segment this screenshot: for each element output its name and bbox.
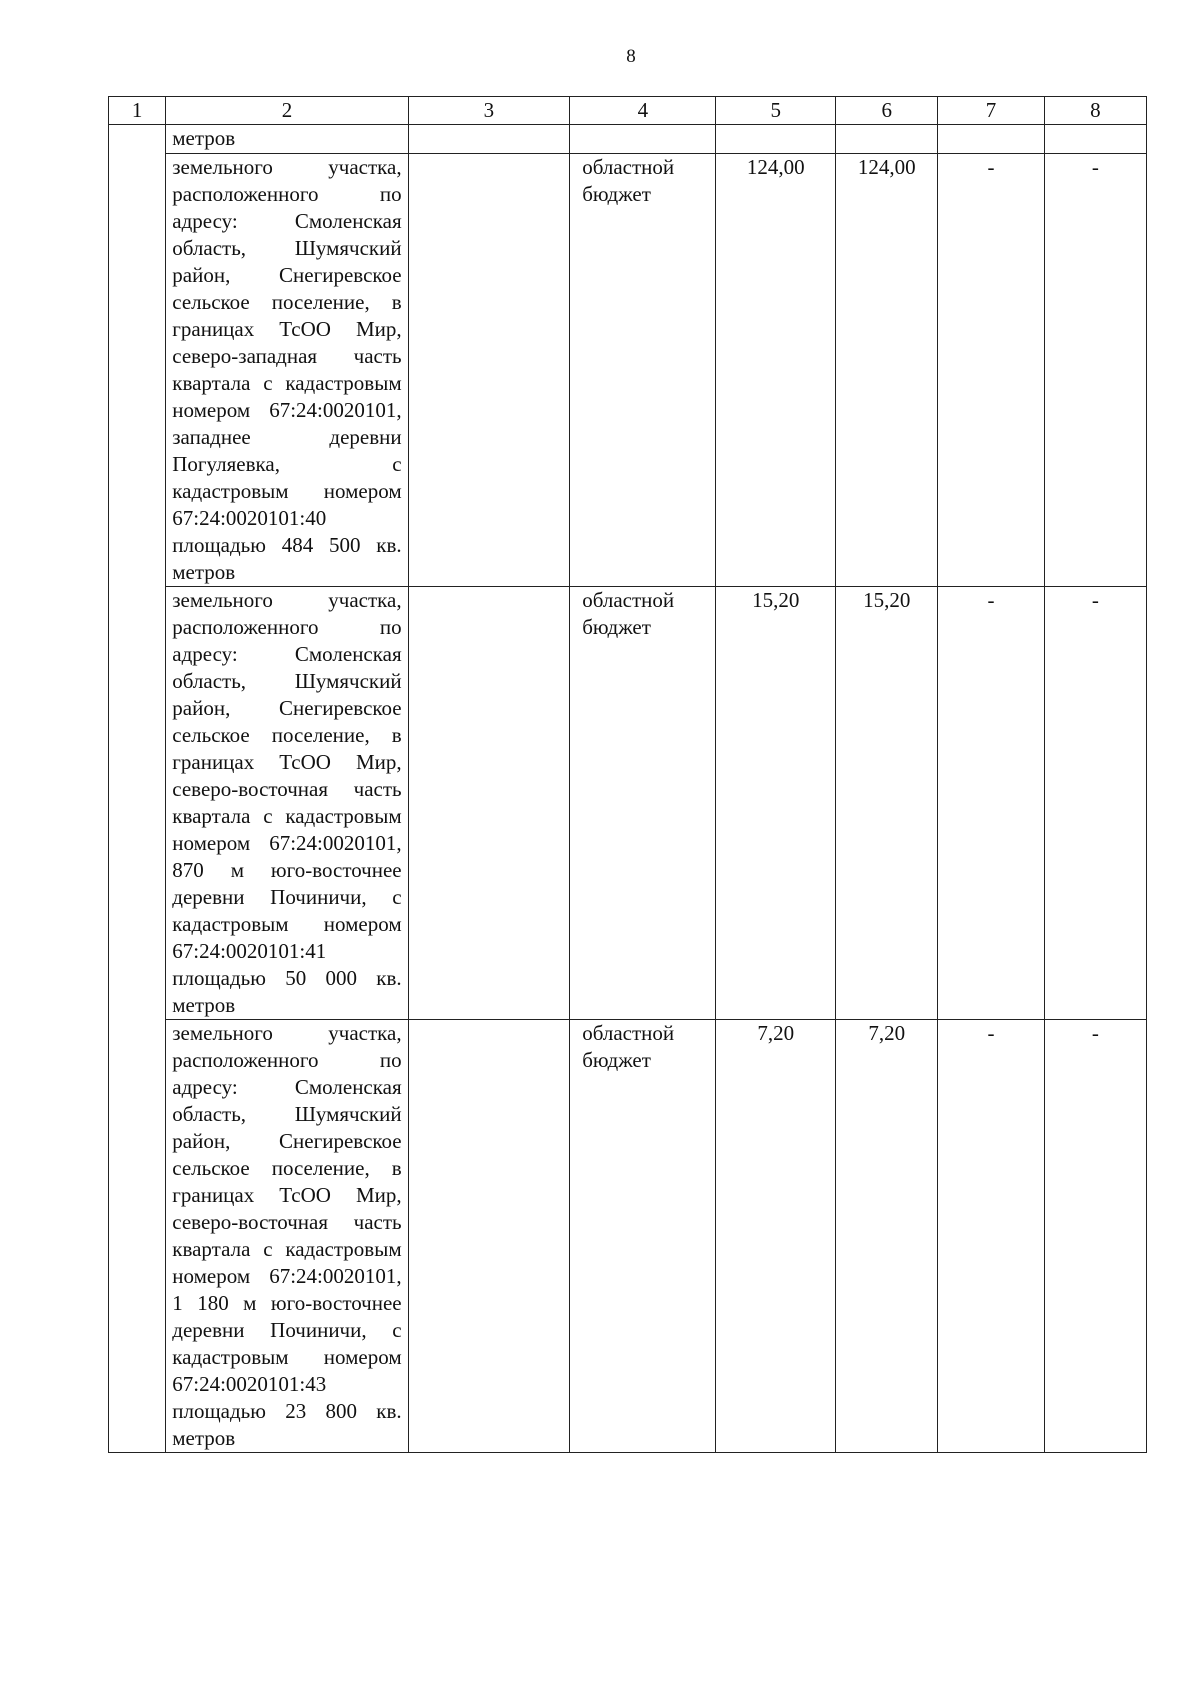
amount-col6-cell: 15,20 bbox=[836, 587, 938, 1020]
header-cell-5: 5 bbox=[716, 97, 836, 125]
header-cell-3: 3 bbox=[408, 97, 570, 125]
amount-col5-cell: 7,20 bbox=[716, 1020, 836, 1453]
funding-source-cell: областной бюджет bbox=[570, 587, 716, 1020]
amount-col6-cell: 124,00 bbox=[836, 154, 938, 587]
amount-col7-cell: - bbox=[938, 154, 1044, 587]
column-3-cell bbox=[408, 1020, 570, 1453]
header-row bbox=[109, 97, 1147, 125]
description-cell: земельного участка, расположенного по адресу: Смоленская область, Шумячский район, Снегиревское сельское поселение, в границах ТсОО Мир, северо-западная часть квартала с кадастровым номером 67:24:0020101, западнее деревни Погуляевка, с кадастровым номером 67:24:0020101:40 площадью 484 500 кв. метров bbox=[166, 154, 408, 587]
empty-cell bbox=[1044, 125, 1146, 154]
amount-col5-cell: 124,00 bbox=[716, 154, 836, 587]
header-cell-1: 1 bbox=[109, 97, 166, 125]
merged-number-cell bbox=[109, 125, 166, 1453]
empty-cell bbox=[408, 125, 570, 154]
header-cell-6: 6 bbox=[836, 97, 938, 125]
description-cell: земельного участка, расположенного по адресу: Смоленская область, Шумячский район, Снегиревское сельское поселение, в границах ТсОО Мир, северо-восточная часть квартала с кадастровым номером 67:24:0020101, 870 м юго-восточнее деревни Починичи, с кадастровым номером 67:24:0020101:41 площадью 50 000 кв. метров bbox=[166, 587, 408, 1020]
amount-col8-cell: - bbox=[1044, 154, 1146, 587]
empty-cell bbox=[938, 125, 1044, 154]
continuation-row bbox=[109, 125, 1147, 154]
description-cell: земельного участка, расположенного по адресу: Смоленская область, Шумячский район, Снегиревское сельское поселение, в границах ТсОО Мир, северо-восточная часть квартала с кадастровым номером 67:24:0020101, 1 180 м юго-восточнее деревни Починичи, с кадастровым номером 67:24:0020101:43 площадью 23 800 кв. метров bbox=[166, 1020, 408, 1453]
continuation-text: метров bbox=[166, 125, 408, 154]
funding-source-cell: областной бюджет bbox=[570, 154, 716, 587]
header-cell-2: 2 bbox=[166, 97, 408, 125]
amount-col5-cell: 15,20 bbox=[716, 587, 836, 1020]
table-row bbox=[109, 587, 1147, 1020]
funding-source-cell: областной бюджет bbox=[570, 1020, 716, 1453]
amount-col6-cell: 7,20 bbox=[836, 1020, 938, 1453]
header-cell-4: 4 bbox=[570, 97, 716, 125]
page-number: 8 bbox=[626, 46, 636, 67]
empty-cell bbox=[570, 125, 716, 154]
amount-col8-cell: - bbox=[1044, 587, 1146, 1020]
column-3-cell bbox=[408, 587, 570, 1020]
empty-cell bbox=[716, 125, 836, 154]
empty-cell bbox=[836, 125, 938, 154]
budget-table bbox=[108, 96, 1147, 1453]
amount-col7-cell: - bbox=[938, 1020, 1044, 1453]
header-cell-8: 8 bbox=[1044, 97, 1146, 125]
column-3-cell bbox=[408, 154, 570, 587]
table-row bbox=[109, 154, 1147, 587]
header-cell-7: 7 bbox=[938, 97, 1044, 125]
amount-col7-cell: - bbox=[938, 587, 1044, 1020]
table-row bbox=[109, 1020, 1147, 1453]
amount-col8-cell: - bbox=[1044, 1020, 1146, 1453]
